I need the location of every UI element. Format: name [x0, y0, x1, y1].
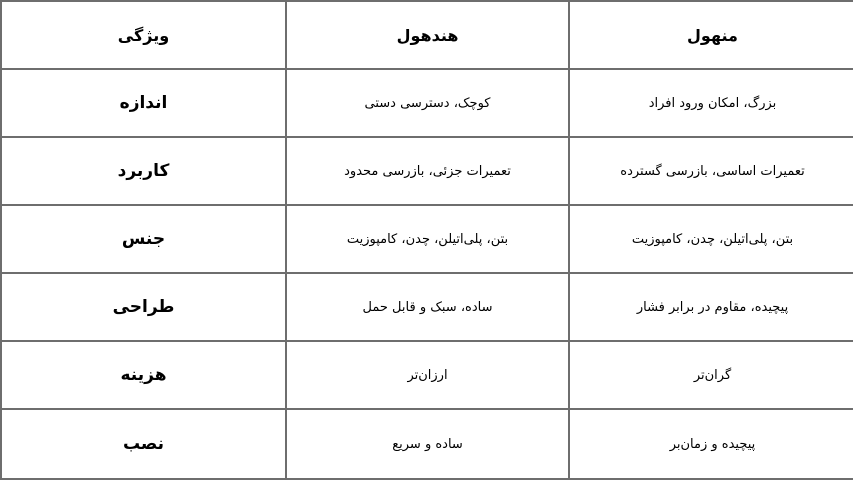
row-cost-handhole: ارزان‌تر: [287, 342, 570, 410]
row-size-handhole: کوچک، دسترسی دستی: [287, 70, 570, 138]
row-size-feature: اندازه: [2, 70, 287, 138]
row-size-manhole: بزرگ، امکان ورود افراد: [570, 70, 853, 138]
header-cell-manhole: منهول: [570, 2, 853, 70]
row-application-handhole: تعمیرات جزئی، بازرسی محدود: [287, 138, 570, 206]
row-design-handhole: ساده، سبک و قابل حمل: [287, 274, 570, 342]
row-material-handhole: بتن، پلی‌اتیلن، چدن، کامپوزیت: [287, 206, 570, 274]
row-design-manhole: پیچیده، مقاوم در برابر فشار: [570, 274, 853, 342]
row-material-feature: جنس: [2, 206, 287, 274]
row-design-feature: طراحی: [2, 274, 287, 342]
row-material-manhole: بتن، پلی‌اتیلن، چدن، کامپوزیت: [570, 206, 853, 274]
row-application-feature: کاربرد: [2, 138, 287, 206]
row-installation-manhole: پیچیده و زمان‌بر: [570, 410, 853, 478]
row-installation-feature: نصب: [2, 410, 287, 478]
row-installation-handhole: ساده و سریع: [287, 410, 570, 478]
header-cell-handhole: هندهول: [287, 2, 570, 70]
row-cost-manhole: گران‌تر: [570, 342, 853, 410]
row-cost-feature: هزینه: [2, 342, 287, 410]
header-cell-feature: ویژگی: [2, 2, 287, 70]
row-application-manhole: تعمیرات اساسی، بازرسی گسترده: [570, 138, 853, 206]
